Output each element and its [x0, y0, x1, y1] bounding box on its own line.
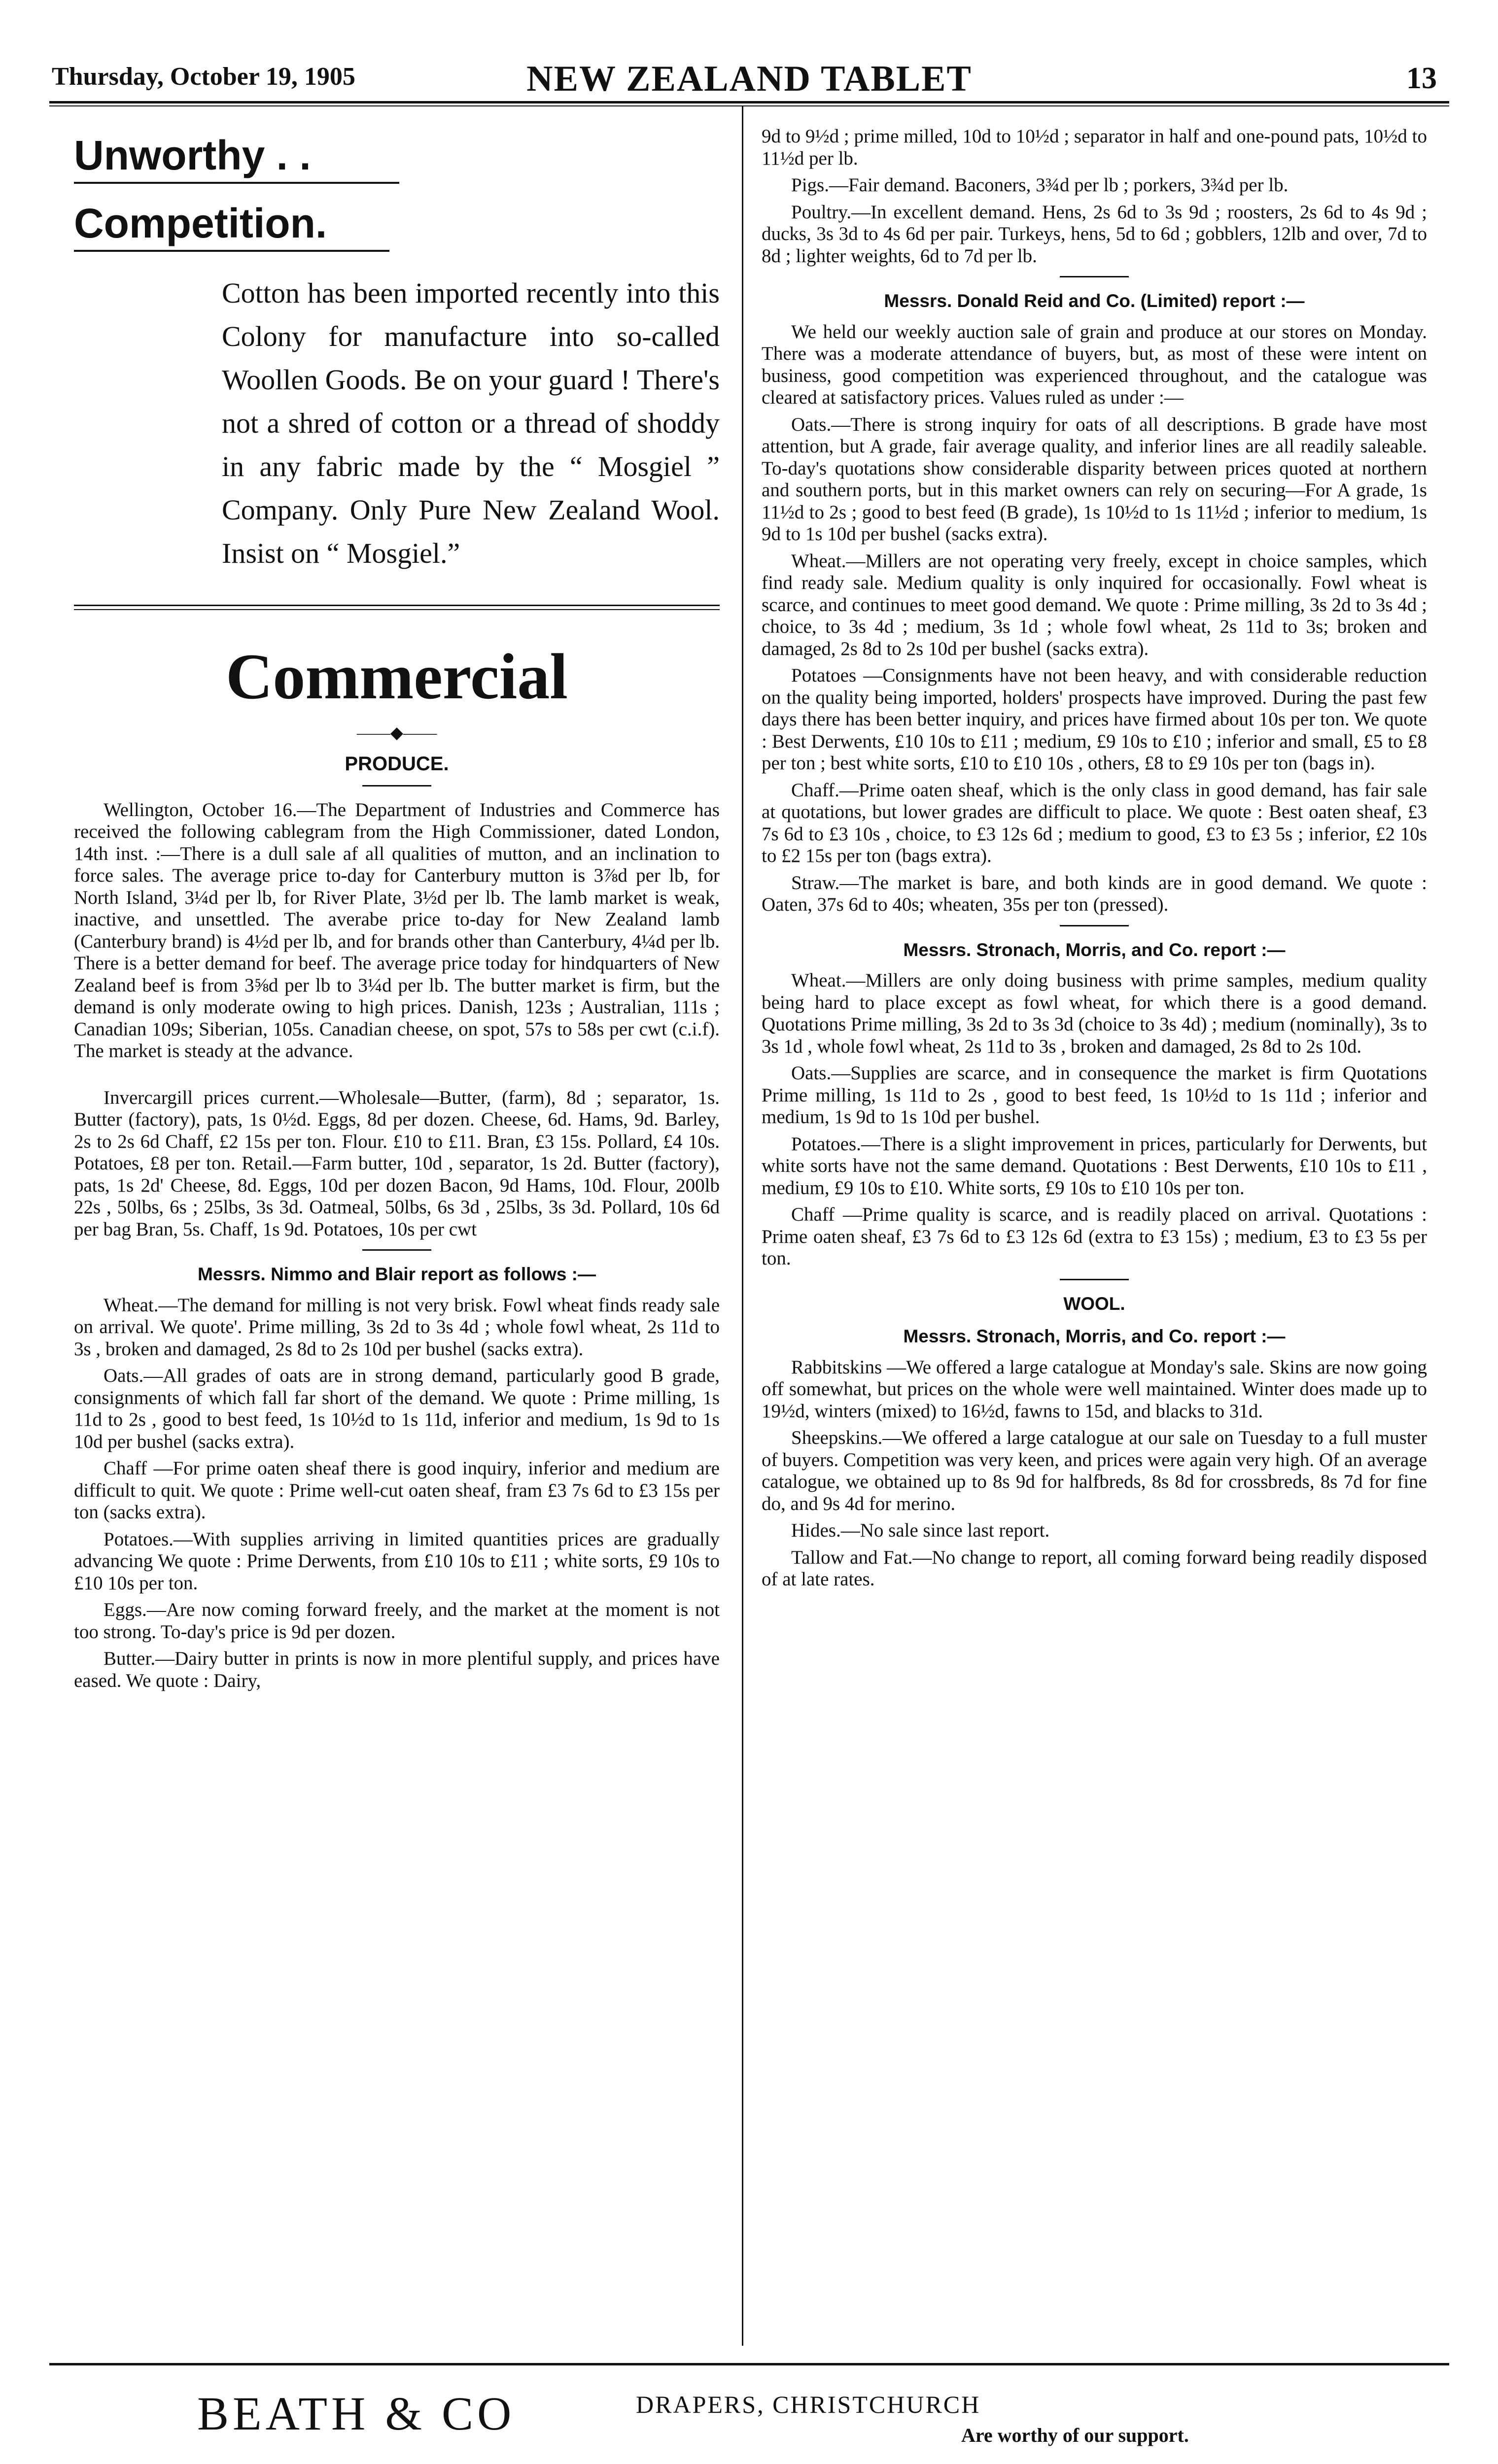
masthead-title: NEW ZEALAND TABLET — [526, 59, 972, 99]
column-divider — [742, 106, 743, 2346]
article-paragraph: Butter.—Dairy butter in prints is now in more plentiful supply, and prices have eased. We quote : Dairy, — [74, 1648, 720, 1691]
header-rule — [49, 101, 1449, 103]
right-column — [762, 126, 1427, 1596]
page-number: 13 — [1406, 62, 1437, 95]
issue-date: Thursday, October 19, 1905 — [52, 63, 355, 91]
section-title-commercial: Commercial — [226, 640, 568, 713]
article-paragraph: Potatoes —Consignments have not been heavy, and with considerable reduction on the quality being imported, holders' prospects have improved. During the past few days there has been better inquiry, and prices have firmed about 10s per ton. We quote : Best Derwents, £10 10s to £11 ; medium, £9 10s to £10 ; inferior and small, £5 to £8 per ton ; best white sorts, £10 to £10 10s , others, £8 to £9 10s per ton (bags in). — [762, 665, 1427, 774]
left-column — [74, 126, 720, 1697]
article-paragraph: Wheat.—The demand for milling is not very brisk. Fowl wheat finds ready sale on arrival. We quote'. Prime milling, 3s 2d to 3s 4d ; whole fowl wheat, 2s 11d to 3s , broken and damaged, 2s 8d to 2s 10d per bushel (sacks extra). — [74, 1294, 720, 1360]
section-rule-thin — [74, 609, 720, 610]
short-rule — [362, 1249, 431, 1251]
article-paragraph: Chaff.—Prime oaten sheaf, which is the only class in good demand, has fair sale at quotations, but lower grades are difficult to place. We quote : Best oaten sheaf, £3 7s 6d to £3 10s , choice, to £3 12s 6d ; medium to good, £3 to £3 5s ; inferior, £2 10s to £2 15s per ton (bags extra). — [762, 779, 1427, 866]
article-paragraph: Wellington, October 16.—The Department of Industries and Commerce has received the following cablegram from the High Commissioner, dated London, 14th inst. :—There is a dull sale af all qualities of mutton, and an inclination to force sales. The average price to-day for Canterbury mutton is 3⅞d per lb, for North Island, 3¼d per lb, for River Plate, 3½d per lb. The lamb market is weak, inactive, and unsettled. The averabe price to-day for New Zealand lamb (Canterbury brand) is 4½d per lb, and for brands other than Canterbury, 4¼d per lb. There is a better demand for beef. The average price today for hindquarters of New Zealand beef is from 3⅝d per lb to 3¼d per lb. The butter market is firm, but the demand is only moderate owing to high prices. Danish, 123s ; Australian, 111s ; Canadian 109s; Siberian, 105s. Canadian cheese, on spot, 57s to 58s per cwt (c.i.f). The market is steady at the advance. — [74, 799, 720, 1061]
report-heading: Messrs. Nimmo and Blair report as follows :— — [197, 1264, 596, 1284]
article-paragraph: Potatoes.—There is a slight improvement in prices, particularly for Derwents, but white sorts have not the same demand. Quotations : Best Derwents, £10 10s to £11 , medium, £9 10s to £10. White sorts, £9 10s to £10 10s per ton. — [762, 1133, 1427, 1198]
article-paragraph: Wheat.—Millers are not operating very freely, except in choice samples, which find ready sale. Medium quality is only inquired for occasionally. Fowl wheat is scarce, and continues to meet good demand. We quote : Prime milling, 3s 2d to 3s 4d ; choice, to 3s 4d ; medium, 3s 1d ; whole fowl wheat, 2s 11d to 3s; broken and damaged, 2s 8d to 2s 10d per bushel (sacks extra). — [762, 550, 1427, 659]
article-paragraph: Oats.—There is strong inquiry for oats of all descriptions. B grade have most attention, but A grade, fair average quality, and inferior lines are all readily saleable. To-day's quotations show considerable disparity between prices quoted at northern and southern ports, but in this market owners can rely on securing—For A grade, 1s 11½d to 2s ; good to best feed (B grade), 1s 10½d to 1s 11½d ; inferior to medium, 1s 9d to 1s 10d per bushel (sacks extra). — [762, 413, 1427, 545]
footer-rule — [49, 2363, 1449, 2365]
report-heading: Messrs. Donald Reid and Co. (Limited) report :— — [884, 291, 1305, 311]
section-heading-wool: WOOL. — [1063, 1293, 1125, 1314]
section-rule — [74, 605, 720, 606]
article-paragraph: Potatoes.—With supplies arriving in limited quantities prices are gradually advancing We quote : Prime Derwents, from £10 10s to £11 ; white sorts, £9 10s to £10 10s per ton. — [74, 1528, 720, 1594]
short-rule — [1060, 276, 1129, 277]
advert-title-line2: Competition. — [74, 200, 327, 246]
footer-company: BEATH & CO — [197, 2387, 516, 2440]
article-paragraph: Oats.—All grades of oats are in strong demand, particularly good B grade, consignments of which fall far short of the demand. We quote : Prime milling, 1s 11d to 2s , good to best feed, 1s 10½d to 1s 11d, inferior and medium, 1s 9d to 1s 10d per bushel (sacks extra). — [74, 1365, 720, 1452]
ornament-divider: ——◆—— — [356, 724, 437, 742]
page-header — [52, 58, 1447, 103]
section-subtitle-produce: PRODUCE. — [345, 753, 449, 775]
article-paragraph: Eggs.—Are now coming forward freely, and the market at the moment is not too strong. To-day's price is 9d per dozen. — [74, 1599, 720, 1643]
article-paragraph: Poultry.—In excellent demand. Hens, 2s 6d to 3s 9d ; roosters, 2s 6d to 4s 9d ; ducks, 3s 3d to 4s 6d per pair. Turkeys, hens, 5d to 6d ; gobblers, 12lb and over, 7d to 8d ; lighter weights, 6d to 7d per lb. — [762, 201, 1427, 267]
article-paragraph: Oats.—Supplies are scarce, and in consequence the market is firm Quotations Prime milling, 1s 11d to 2s , good to best feed, 1s 10½d to 1s 11d ; inferior and medium, 1s 9d to 1s 10d per bushel. — [762, 1062, 1427, 1128]
header-rule-thin — [49, 105, 1449, 106]
footer-advert — [49, 2380, 1449, 2464]
short-rule — [1060, 925, 1129, 926]
advert-title — [74, 131, 720, 252]
report-heading: Messrs. Stronach, Morris, and Co. report :— — [903, 939, 1286, 960]
short-rule — [362, 785, 431, 787]
article-paragraph: 9d to 9½d ; prime milled, 10d to 10½d ; separator in half and one-pound pats, 10½d to 11½d per lb. — [762, 126, 1427, 169]
article-paragraph: Pigs.—Fair demand. Baconers, 3¾d per lb ; porkers, 3¾d per lb. — [791, 174, 1289, 196]
article-paragraph: Invercargill prices current.—Wholesale—Butter, (farm), 8d ; separator, 1s. Butter (factory), pats, 1s 0½d. Eggs, 8d per dozen. Cheese, 6d. Hams, 9d. Barley, 2s to 2s 6d Chaff, £2 15s per ton. Flour. £10 to £11. Bran, £3 15s. Pollard, £4 10s. Potatoes, £8 per ton. Retail.—Farm butter, 10d , separator, 1s 2d. Butter (factory), pats, 1s 2d' Cheese, 8d. Eggs, 10d per dozen Bacon, 9d Hams, 10d. Flour, 200lb 22s , 50lbs, 6s ; 25lbs, 3s 3d. Oatmeal, 50lbs, 6s 3d , 25lbs, 3s 3d. Pollard, 10s 6d per bag Bran, 5s. Chaff, 1s 9d. Potatoes, 10s per cwt — [74, 1087, 720, 1240]
article-paragraph: Wheat.—Millers are only doing business with prime samples, medium quality being hard to place except as fowl wheat, for which there is a good demand. Quotations Prime milling, 3s 2d to 3s 3d (choice to 3s 4d) ; medium (nominally), 3s to 3s 1d , whole fowl wheat, 2s 11d to 3s , broken and damaged, 2s 8d to 2s 10d. — [762, 970, 1427, 1057]
advert-title-underline — [74, 250, 389, 252]
advert-title-line1: Unworthy . . — [74, 132, 311, 178]
article-paragraph: Chaff —Prime quality is scarce, and is readily placed on arrival. Quotations : Prime oaten sheaf, £3 7s 6d to £3 12s 6d (extra to £3 15s) ; medium, £3 to £3 5s per ton. — [762, 1204, 1427, 1269]
article-paragraph: Rabbitskins —We offered a large catalogue at Monday's sale. Skins are now going off somewhat, but prices on the whole were well maintained. Winter does made up to 19½d, winters (mixed) to 16½d, fawns to 15d, and blacks to 31d. — [762, 1356, 1427, 1422]
article-paragraph: Straw.—The market is bare, and both kinds are in good demand. We quote : Oaten, 37s 6d to 40s; wheaten, 35s per ton (pressed). — [762, 872, 1427, 915]
footer-location: DRAPERS, CHRISTCHURCH — [636, 2391, 981, 2418]
short-rule — [1060, 1279, 1129, 1280]
advert-title-underline — [74, 182, 399, 184]
article-paragraph: We held our weekly auction sale of grain and produce at our stores on Monday. There was a moderate attendance of buyers, but, as most of these were intent on business, good competition was experienced throughout, and the catalogue was cleared at satisfactory prices. Values ruled as under :— — [762, 321, 1427, 408]
advert-body: Cotton has been imported recently into this Colony for manufacture into so-called Woollen Goods. Be on your guard ! There's not a shred of cotton or a thread of shoddy in any fabric made by the “ Mosgiel ” Company. Only Pure New Zealand Wool. Insist on “ Mosgiel.” — [222, 277, 720, 569]
article-paragraph: Chaff —For prime oaten sheaf there is good inquiry, inferior and medium are difficult to quit. We quote : Prime well-cut oaten sheaf, fram £3 7s 6d to £3 15s per ton (sacks extra). — [74, 1458, 720, 1523]
report-heading: Messrs. Stronach, Morris, and Co. report :— — [903, 1326, 1286, 1346]
article-paragraph: Hides.—No sale since last report. — [791, 1520, 1050, 1541]
article-paragraph: Sheepskins.—We offered a large catalogue at our sale on Tuesday to a full muster of buyers. Competition was very keen, and prices were again very high. Of an average catalogue, we obtained up to 8s 9d for halfbreds, 8s 8d for crossbreds, 8s 7d for fine do, and 9s 4d for merino. — [762, 1427, 1427, 1514]
footer-tagline: Are worthy of our support. — [961, 2424, 1189, 2446]
article-paragraph: Tallow and Fat.—No change to report, all coming forward being readily disposed of at late rates. — [762, 1546, 1427, 1590]
